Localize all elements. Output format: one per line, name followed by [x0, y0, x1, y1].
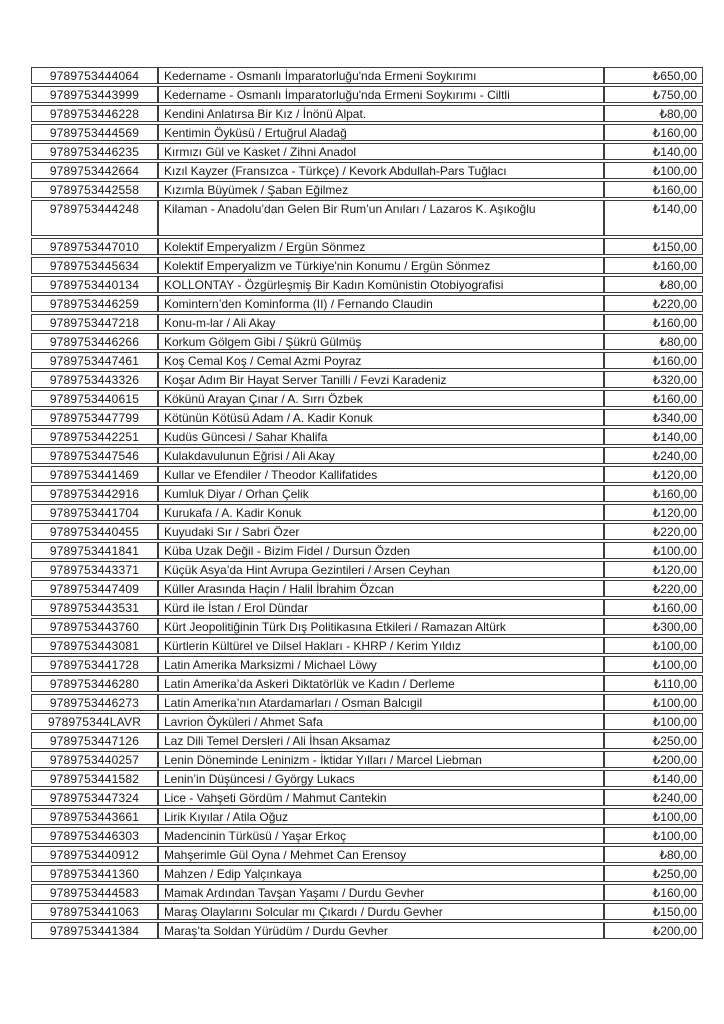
price-cell: ₺650,00	[604, 67, 703, 84]
title-cell: Mahşerimle Gül Oyna / Mehmet Can Erensoy	[158, 846, 604, 863]
table-row	[31, 371, 703, 388]
table-row	[31, 86, 703, 103]
title-cell: KOLLONTAY - Özgürleşmiş Bir Kadın Komünistin Otobiyografisi	[158, 276, 604, 293]
price-cell: ₺80,00	[604, 276, 703, 293]
isbn-cell: 9789753443661	[31, 808, 158, 825]
table-row	[31, 770, 703, 787]
table-row	[31, 599, 703, 616]
title-cell: Kuyudaki Sır / Sabri Özer	[158, 523, 604, 540]
isbn-cell: 9789753447324	[31, 789, 158, 806]
price-cell: ₺100,00	[604, 694, 703, 711]
title-cell: Kullar ve Efendiler / Theodor Kallifatides	[158, 466, 604, 483]
table-row	[31, 257, 703, 274]
price-list-body	[31, 67, 703, 939]
title-cell: Laz Dili Temel Dersleri / Ali İhsan Aksamaz	[158, 732, 604, 749]
isbn-cell: 9789753441582	[31, 770, 158, 787]
table-row	[31, 694, 703, 711]
isbn-cell: 9789753444583	[31, 884, 158, 901]
table-row	[31, 922, 703, 939]
isbn-cell: 9789753444569	[31, 124, 158, 141]
title-cell: Maraş’ta Soldan Yürüdüm / Durdu Gevher	[158, 922, 604, 939]
price-cell: ₺320,00	[604, 371, 703, 388]
table-row	[31, 466, 703, 483]
price-cell: ₺750,00	[604, 86, 703, 103]
isbn-cell: 9789753447126	[31, 732, 158, 749]
price-cell: ₺160,00	[604, 390, 703, 407]
table-row	[31, 314, 703, 331]
table-row	[31, 333, 703, 350]
price-cell: ₺250,00	[604, 865, 703, 882]
isbn-cell: 9789753442664	[31, 162, 158, 179]
table-row	[31, 808, 703, 825]
title-cell: Kedername - Osmanlı İmparatorluğu'nda Ermeni Soykırımı	[158, 67, 604, 84]
isbn-cell: 9789753441469	[31, 466, 158, 483]
table-row	[31, 504, 703, 521]
table-row	[31, 409, 703, 426]
price-cell: ₺300,00	[604, 618, 703, 635]
price-cell: ₺100,00	[604, 162, 703, 179]
isbn-cell: 9789753441728	[31, 656, 158, 673]
title-cell: Kedername - Osmanlı İmparatorluğu'nda Ermeni Soykırımı - Ciltli	[158, 86, 604, 103]
table-row	[31, 295, 703, 312]
isbn-cell: 9789753440912	[31, 846, 158, 863]
table-row	[31, 751, 703, 768]
title-cell: Kumluk Diyar / Orhan Çelik	[158, 485, 604, 502]
table-row	[31, 181, 703, 198]
isbn-cell: 9789753446259	[31, 295, 158, 312]
isbn-cell: 9789753447546	[31, 447, 158, 464]
isbn-cell: 9789753441841	[31, 542, 158, 559]
isbn-cell: 978975344LAVR	[31, 713, 158, 730]
table-row	[31, 447, 703, 464]
price-cell: ₺160,00	[604, 181, 703, 198]
title-cell: Küba Uzak Değil - Bizim Fidel / Dursun Özden	[158, 542, 604, 559]
title-cell: Mahzen / Edip Yalçınkaya	[158, 865, 604, 882]
title-cell: Küller Arasında Haçin / Halil İbrahim Özcan	[158, 580, 604, 597]
title-cell: Konu-m-lar / Ali Akay	[158, 314, 604, 331]
title-cell: Kendini Anlatırsa Bir Kız / İnönü Alpat.	[158, 105, 604, 122]
title-cell: Lirik Kıyılar / Atila Oğuz	[158, 808, 604, 825]
title-cell: Kentimin Öyküsü / Ertuğrul Aladağ	[158, 124, 604, 141]
price-cell: ₺100,00	[604, 808, 703, 825]
table-row	[31, 238, 703, 255]
price-cell: ₺100,00	[604, 827, 703, 844]
price-cell: ₺150,00	[604, 238, 703, 255]
price-cell: ₺80,00	[604, 333, 703, 350]
price-cell: ₺80,00	[604, 846, 703, 863]
table-row	[31, 618, 703, 635]
isbn-cell: 9789753440257	[31, 751, 158, 768]
title-cell: Kolektif Emperyalizm ve Türkiye'nin Konumu / Ergün Sönmez	[158, 257, 604, 274]
price-cell: ₺220,00	[604, 523, 703, 540]
title-cell: Lice - Vahşeti Gördüm / Mahmut Cantekin	[158, 789, 604, 806]
isbn-cell: 9789753440134	[31, 276, 158, 293]
isbn-cell: 9789753444248	[31, 200, 158, 236]
isbn-cell: 9789753447010	[31, 238, 158, 255]
table-row	[31, 637, 703, 654]
table-row	[31, 884, 703, 901]
title-cell: Latin Amerika Marksizmi / Michael Löwy	[158, 656, 604, 673]
title-cell: Lenin’in Düşüncesi / György Lukacs	[158, 770, 604, 787]
isbn-cell: 9789753441360	[31, 865, 158, 882]
table-row	[31, 105, 703, 122]
title-cell: Komintern’den Kominforma (II) / Fernando Claudin	[158, 295, 604, 312]
price-cell: ₺100,00	[604, 542, 703, 559]
title-cell: Kızımla Büyümek / Şaban Eğilmez	[158, 181, 604, 198]
price-cell: ₺200,00	[604, 751, 703, 768]
isbn-cell: 9789753443760	[31, 618, 158, 635]
price-cell: ₺140,00	[604, 143, 703, 160]
table-row	[31, 428, 703, 445]
isbn-cell: 9789753446303	[31, 827, 158, 844]
isbn-cell: 9789753440615	[31, 390, 158, 407]
table-row	[31, 485, 703, 502]
price-cell: ₺100,00	[604, 713, 703, 730]
price-cell: ₺160,00	[604, 314, 703, 331]
isbn-cell: 9789753443371	[31, 561, 158, 578]
title-cell: Madencinin Türküsü / Yaşar Erkoç	[158, 827, 604, 844]
price-cell: ₺140,00	[604, 770, 703, 787]
table-row	[31, 162, 703, 179]
price-cell: ₺160,00	[604, 352, 703, 369]
isbn-cell: 9789753446273	[31, 694, 158, 711]
price-cell: ₺100,00	[604, 656, 703, 673]
price-cell: ₺250,00	[604, 732, 703, 749]
price-cell: ₺160,00	[604, 257, 703, 274]
table-row	[31, 865, 703, 882]
isbn-cell: 9789753446266	[31, 333, 158, 350]
isbn-cell: 9789753447218	[31, 314, 158, 331]
table-row	[31, 390, 703, 407]
title-cell: Kürd ile İstan / Erol Dündar	[158, 599, 604, 616]
table-row	[31, 561, 703, 578]
price-cell: ₺150,00	[604, 903, 703, 920]
table-row	[31, 542, 703, 559]
table-row	[31, 143, 703, 160]
title-cell: Lavrion Öyküleri / Ahmet Safa	[158, 713, 604, 730]
isbn-cell: 9789753443999	[31, 86, 158, 103]
isbn-cell: 9789753445634	[31, 257, 158, 274]
table-row	[31, 789, 703, 806]
title-cell: Kötünün Kötüsü Adam / A. Kadir Konuk	[158, 409, 604, 426]
isbn-cell: 9789753446228	[31, 105, 158, 122]
price-cell: ₺220,00	[604, 580, 703, 597]
table-row	[31, 124, 703, 141]
title-cell: Kırmızı Gül ve Kasket / Zihni Anadol	[158, 143, 604, 160]
title-cell: Mamak Ardından Tavşan Yaşamı / Durdu Gevher	[158, 884, 604, 901]
title-cell: Küçük Asya’da Hint Avrupa Gezintileri / Arsen Ceyhan	[158, 561, 604, 578]
isbn-cell: 9789753442558	[31, 181, 158, 198]
title-cell: Korkum Gölgem Gibi / Şükrü Gülmüş	[158, 333, 604, 350]
title-cell: Kudüs Güncesi / Sahar Khalifa	[158, 428, 604, 445]
table-row	[31, 675, 703, 692]
price-cell: ₺340,00	[604, 409, 703, 426]
table-row	[31, 656, 703, 673]
price-cell: ₺120,00	[604, 561, 703, 578]
title-cell: Kulakdavulunun Eğrisi / Ali Akay	[158, 447, 604, 464]
title-cell: Kürt Jeopolitiğinin Türk Dış Politikasına Etkileri / Ramazan Altürk	[158, 618, 604, 635]
isbn-cell: 9789753443081	[31, 637, 158, 654]
title-cell: Kurukafa / A. Kadir Konuk	[158, 504, 604, 521]
isbn-cell: 9789753447409	[31, 580, 158, 597]
price-cell: ₺110,00	[604, 675, 703, 692]
title-cell: Maraş Olaylarını Solcular mı Çıkardı / Durdu Gevher	[158, 903, 604, 920]
price-cell: ₺80,00	[604, 105, 703, 122]
price-cell: ₺140,00	[604, 428, 703, 445]
price-cell: ₺140,00	[604, 200, 703, 236]
price-cell: ₺160,00	[604, 884, 703, 901]
price-cell: ₺160,00	[604, 485, 703, 502]
title-cell: Kızıl Kayzer (Fransızca - Türkçe) / Kevork Abdullah-Pars Tuğlacı	[158, 162, 604, 179]
title-cell: Latin Amerika’nın Atardamarları / Osman Balcıgil	[158, 694, 604, 711]
title-cell: Koşar Adım Bir Hayat Server Tanilli / Fevzi Karadeniz	[158, 371, 604, 388]
table-row	[31, 523, 703, 540]
table-row	[31, 580, 703, 597]
isbn-cell: 9789753440455	[31, 523, 158, 540]
isbn-cell: 9789753442251	[31, 428, 158, 445]
isbn-cell: 9789753442916	[31, 485, 158, 502]
table-row	[31, 903, 703, 920]
table-row	[31, 732, 703, 749]
price-cell: ₺200,00	[604, 922, 703, 939]
isbn-cell: 9789753447461	[31, 352, 158, 369]
isbn-cell: 9789753443531	[31, 599, 158, 616]
isbn-cell: 9789753441063	[31, 903, 158, 920]
table-row	[31, 713, 703, 730]
isbn-cell: 9789753441704	[31, 504, 158, 521]
table-row	[31, 67, 703, 84]
title-cell: Lenin Döneminde Leninizm - İktidar Yılları / Marcel Liebman	[158, 751, 604, 768]
table-row	[31, 827, 703, 844]
table-row	[31, 352, 703, 369]
price-cell: ₺120,00	[604, 504, 703, 521]
table-row	[31, 200, 703, 236]
isbn-cell: 9789753441384	[31, 922, 158, 939]
isbn-cell: 9789753447799	[31, 409, 158, 426]
price-cell: ₺160,00	[604, 599, 703, 616]
price-cell: ₺220,00	[604, 295, 703, 312]
isbn-cell: 9789753446280	[31, 675, 158, 692]
price-cell: ₺100,00	[604, 637, 703, 654]
isbn-cell: 9789753443326	[31, 371, 158, 388]
price-cell: ₺240,00	[604, 447, 703, 464]
title-cell: Kilaman - Anadolu’dan Gelen Bir Rum’un Anıları / Lazaros K. Aşıkoğlu	[158, 200, 604, 236]
isbn-cell: 9789753444064	[31, 67, 158, 84]
isbn-cell: 9789753446235	[31, 143, 158, 160]
title-cell: Kolektif Emperyalizm / Ergün Sönmez	[158, 238, 604, 255]
title-cell: Kökünü Arayan Çınar / A. Sırrı Özbek	[158, 390, 604, 407]
price-list-table	[31, 65, 703, 941]
price-cell: ₺120,00	[604, 466, 703, 483]
table-row	[31, 276, 703, 293]
price-cell: ₺240,00	[604, 789, 703, 806]
title-cell: Latin Amerika’da Askeri Diktatörlük ve Kadın / Derleme	[158, 675, 604, 692]
price-cell: ₺160,00	[604, 124, 703, 141]
table-row	[31, 846, 703, 863]
title-cell: Kürtlerin Kültürel ve Dilsel Hakları - KHRP / Kerim Yıldız	[158, 637, 604, 654]
title-cell: Koş Cemal Koş / Cemal Azmi Poyraz	[158, 352, 604, 369]
